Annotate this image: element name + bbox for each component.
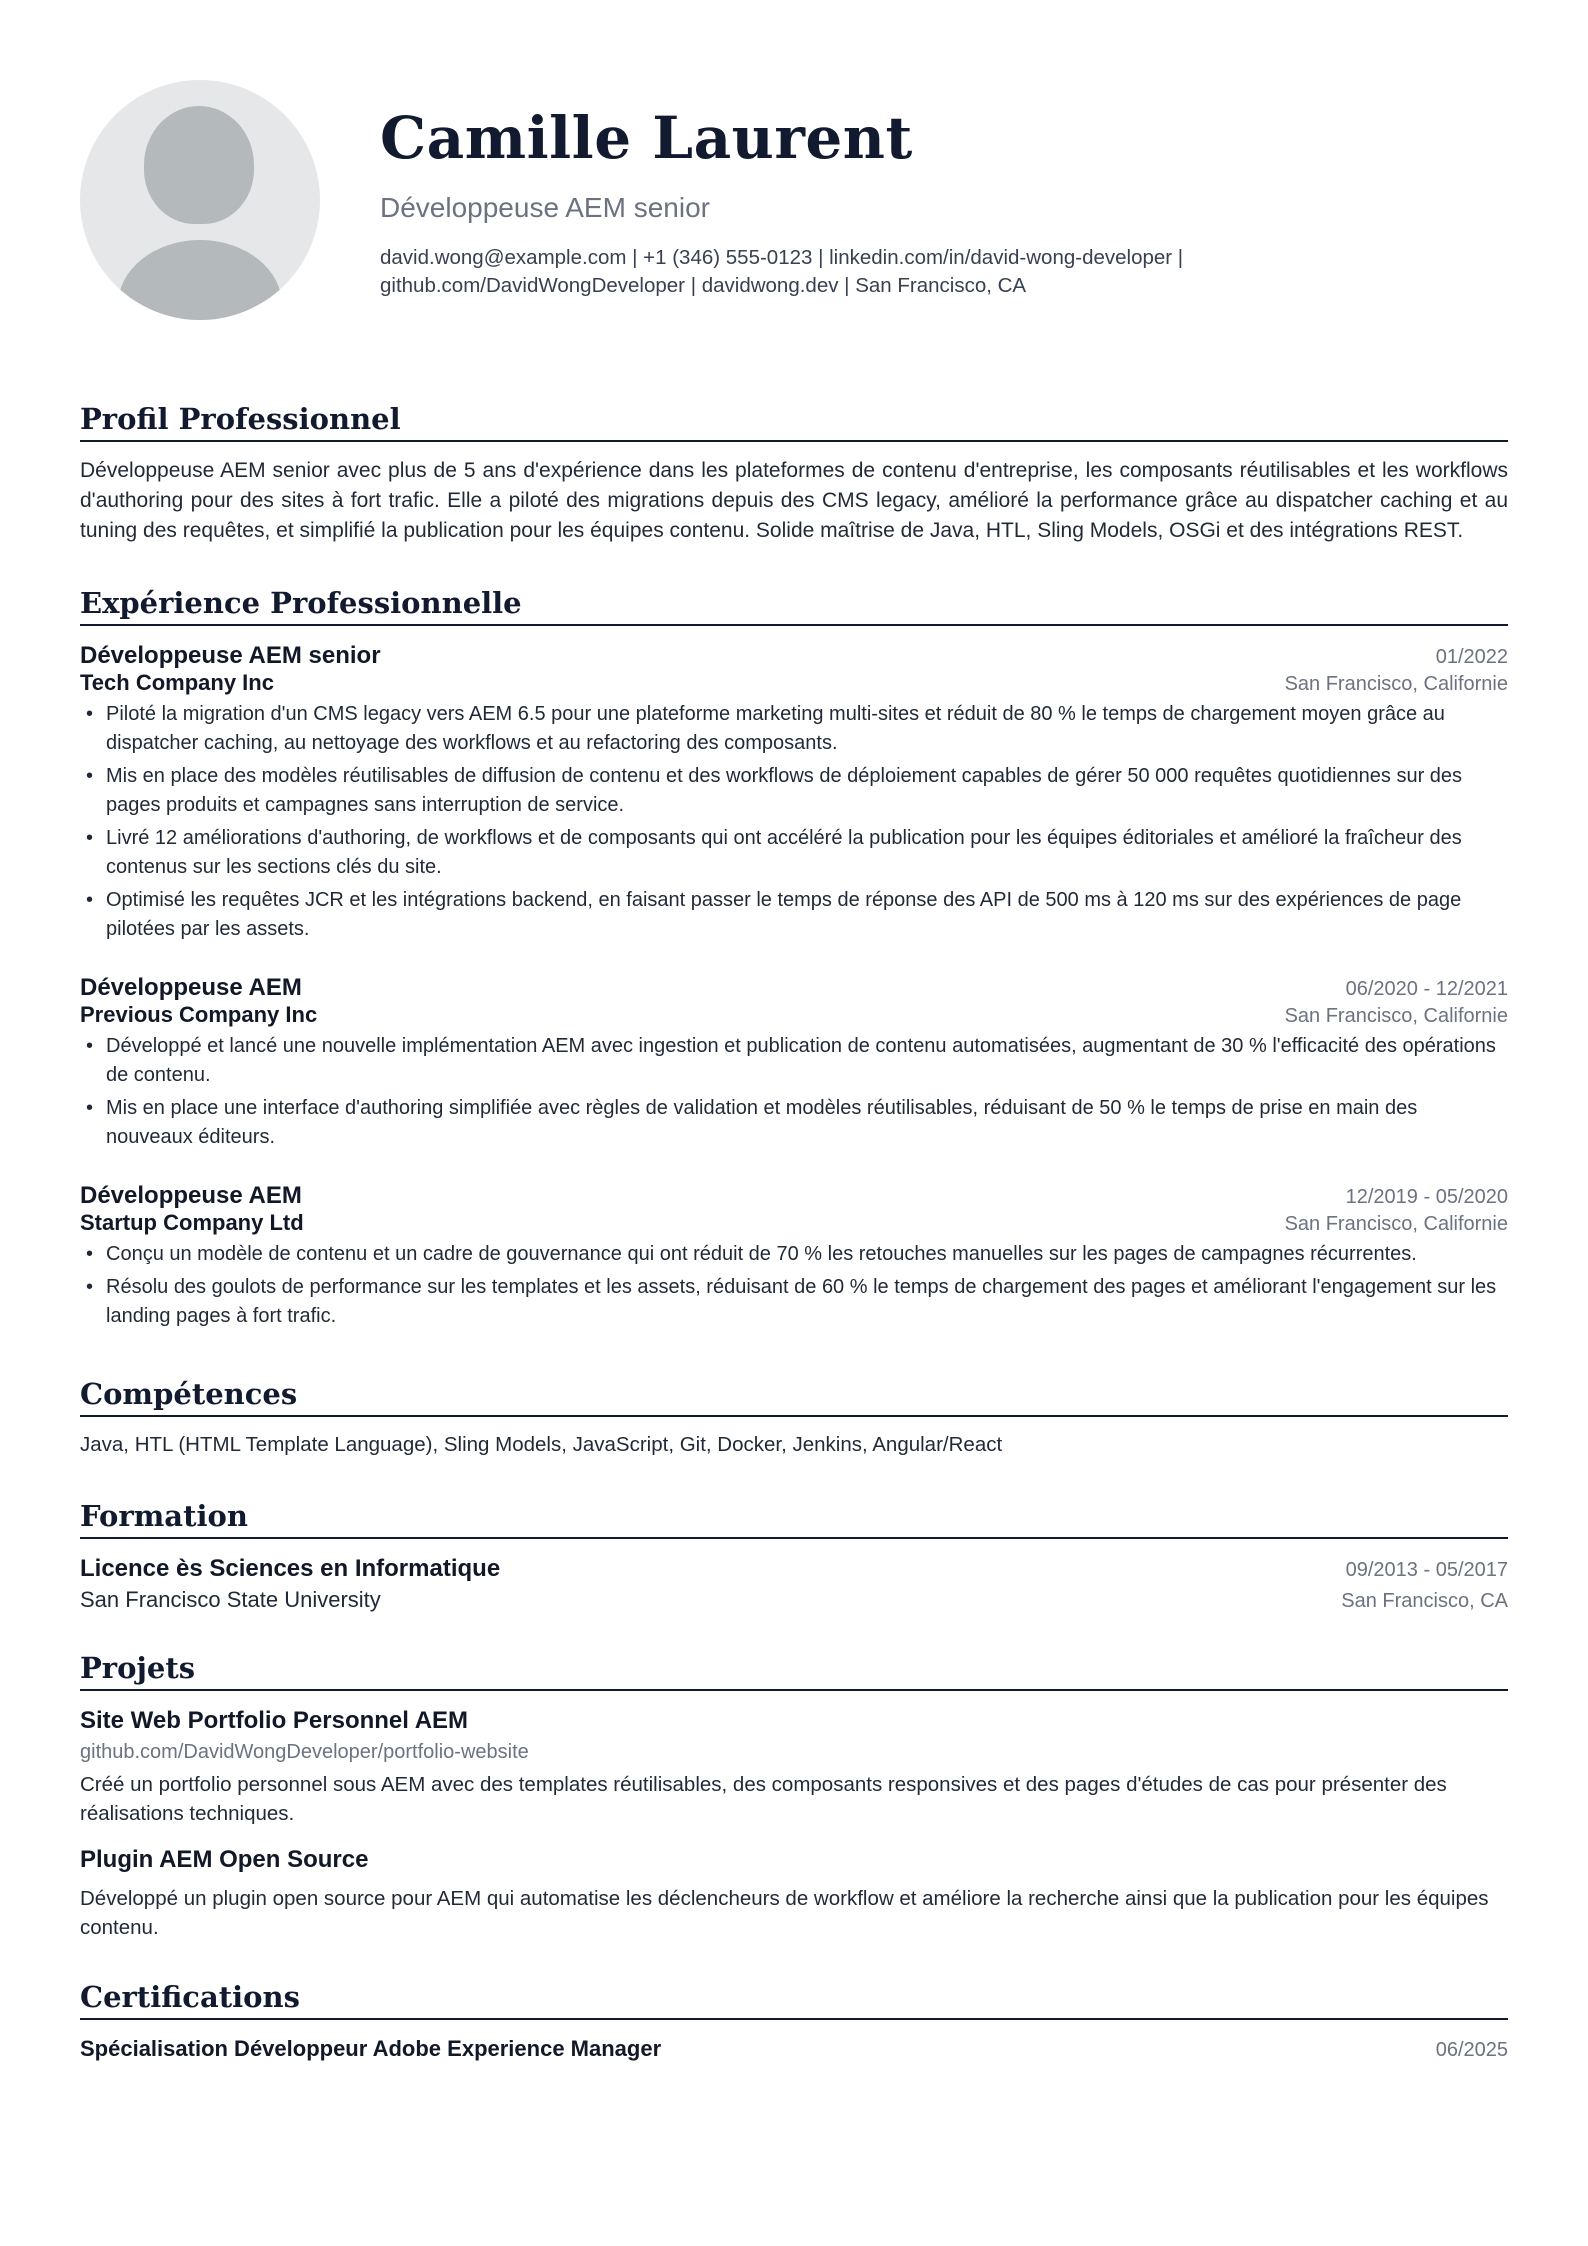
section-heading: Compétences	[80, 1377, 1508, 1417]
project-description: Développé un plugin open source pour AEM qui automatise les déclencheurs de workflow et améliore la recherche ainsi que la publication pour les équipes contenu.	[80, 1887, 1489, 1939]
section-heading: Expérience Professionnelle	[80, 586, 1508, 626]
job-bullets	[80, 1240, 1508, 1331]
certifications-section	[80, 1980, 1508, 2062]
skills-section	[80, 1377, 1508, 1457]
section-heading: Certifications	[80, 1980, 1508, 2020]
contact-line: david.wong@example.com | +1 (346) 555-0123 | linkedin.com/in/david-wong-developer |	[380, 246, 1184, 269]
bullet-item: • Résolu des goulots de performance sur les templates et les assets, réduisant de 60 % le temps de chargement des pages et améliorant l'engagement sur les landing pages à fort trafic.	[80, 1273, 1508, 1331]
job-company: Startup Company Ltd	[80, 1210, 304, 1235]
profile-text: Développeuse AEM senior avec plus de 5 ans d'expérience dans les plateformes de contenu d'entreprise, les composants réutilisables et les workflows d'authoring pour des sites à fort trafic. Elle a piloté des migrations depuis des CMS legacy, amélioré la performance grâce au dispatcher caching et au tuning des requêtes, et simplifié la publication pour les équipes contenu. Solide maîtrise de Java, HTL, Sling Models, OSGi et des intégrations REST.	[80, 459, 1508, 542]
education-section	[80, 1499, 1508, 1613]
project-link[interactable]: github.com/DavidWongDeveloper/portfolio-website	[80, 1741, 529, 1763]
school-name: San Francisco State University	[80, 1587, 381, 1612]
candidate-title: Développeuse AEM senior	[380, 192, 710, 223]
section-heading: Projets	[80, 1651, 1508, 1691]
profile-section	[80, 402, 1508, 546]
projects-section	[80, 1651, 1508, 1942]
avatar-body-shape	[118, 240, 282, 320]
job-role: Développeuse AEM senior	[80, 642, 381, 669]
experience-section	[80, 586, 1508, 1331]
job-company: Tech Company Inc	[80, 670, 274, 695]
bullet-item: • Conçu un modèle de contenu et un cadre de gouvernance qui ont réduit de 70 % les retouches manuelles sur les pages de campagnes récurrentes.	[80, 1240, 1508, 1269]
avatar	[80, 80, 320, 320]
project-title: Plugin AEM Open Source	[80, 1846, 369, 1873]
skills-list: Java, HTL (HTML Template Language), Sling Models, JavaScript, Git, Docker, Jenkins, Angular/React	[80, 1433, 1003, 1456]
job-company: Previous Company Inc	[80, 1002, 318, 1027]
avatar-head-shape	[144, 106, 254, 224]
section-heading: Formation	[80, 1499, 1508, 1539]
certification-date: 06/2025	[1435, 2039, 1508, 2061]
job-date: 06/2020 - 12/2021	[1345, 978, 1508, 1000]
job-entry	[80, 642, 1508, 944]
job-role: Développeuse AEM	[80, 974, 302, 1001]
resume-header	[80, 0, 1508, 340]
bullet-item: • Livré 12 améliorations d'authoring, de workflows et de composants qui ont accéléré la publication pour les équipes éditoriales et amélioré la fraîcheur des contenus sur les sections clés du site.	[80, 824, 1508, 882]
project-entry	[80, 1707, 1508, 1828]
resume-page	[80, 0, 1508, 2062]
bullet-item: • Mis en place une interface d'authoring simplifiée avec règles de validation et modèles réutilisables, réduisant de 50 % le temps de prise en main des nouveaux éditeurs.	[80, 1094, 1508, 1152]
school-location: San Francisco, CA	[1341, 1590, 1508, 1612]
bullet-item: • Mis en place des modèles réutilisables de diffusion de contenu et des workflows de déploiement capables de gérer 50 000 requêtes quotidiennes sur des pages produits et campagnes sans interruption de service.	[80, 762, 1508, 820]
candidate-name: Camille Laurent	[380, 104, 913, 172]
section-heading: Profil Professionnel	[80, 402, 1508, 442]
bullet-item: • Optimisé les requêtes JCR et les intégrations backend, en faisant passer le temps de réponse des API de 500 ms à 120 ms sur des expériences de page pilotées par les assets.	[80, 886, 1508, 944]
bullet-item: • Piloté la migration d'un CMS legacy vers AEM 6.5 pour une plateforme marketing multi-sites et réduit de 80 % le temps de chargement moyen grâce au dispatcher caching, au nettoyage des workflows et au refactoring des composants.	[80, 700, 1508, 758]
project-entry	[80, 1846, 1508, 1942]
certification-title: Spécialisation Développeur Adobe Experience Manager	[80, 2036, 662, 2061]
certification-entry	[80, 2036, 1508, 2062]
contact-line: github.com/DavidWongDeveloper | davidwong.dev | San Francisco, CA	[380, 274, 1027, 297]
project-description: Créé un portfolio personnel sous AEM avec des templates réutilisables, des composants responsives et des pages d'études de cas pour présenter des réalisations techniques.	[80, 1773, 1447, 1825]
job-bullets	[80, 1032, 1508, 1152]
job-date: 01/2022	[1435, 646, 1508, 668]
project-title: Site Web Portfolio Personnel AEM	[80, 1707, 469, 1734]
job-role: Développeuse AEM	[80, 1182, 302, 1209]
job-location: San Francisco, Californie	[1284, 1213, 1508, 1235]
education-entry	[80, 1555, 1508, 1613]
bullet-item: • Développé et lancé une nouvelle implémentation AEM avec ingestion et publication de contenu automatisées, augmentant de 30 % l'efficacité des opérations de contenu.	[80, 1032, 1508, 1090]
contact-info	[380, 244, 1280, 300]
job-bullets	[80, 700, 1508, 944]
education-date: 09/2013 - 05/2017	[1345, 1559, 1508, 1581]
job-location: San Francisco, Californie	[1284, 1005, 1508, 1027]
job-entry	[80, 1182, 1508, 1331]
job-date: 12/2019 - 05/2020	[1345, 1186, 1508, 1208]
degree-title: Licence ès Sciences en Informatique	[80, 1555, 501, 1582]
job-entry	[80, 974, 1508, 1152]
job-location: San Francisco, Californie	[1284, 673, 1508, 695]
